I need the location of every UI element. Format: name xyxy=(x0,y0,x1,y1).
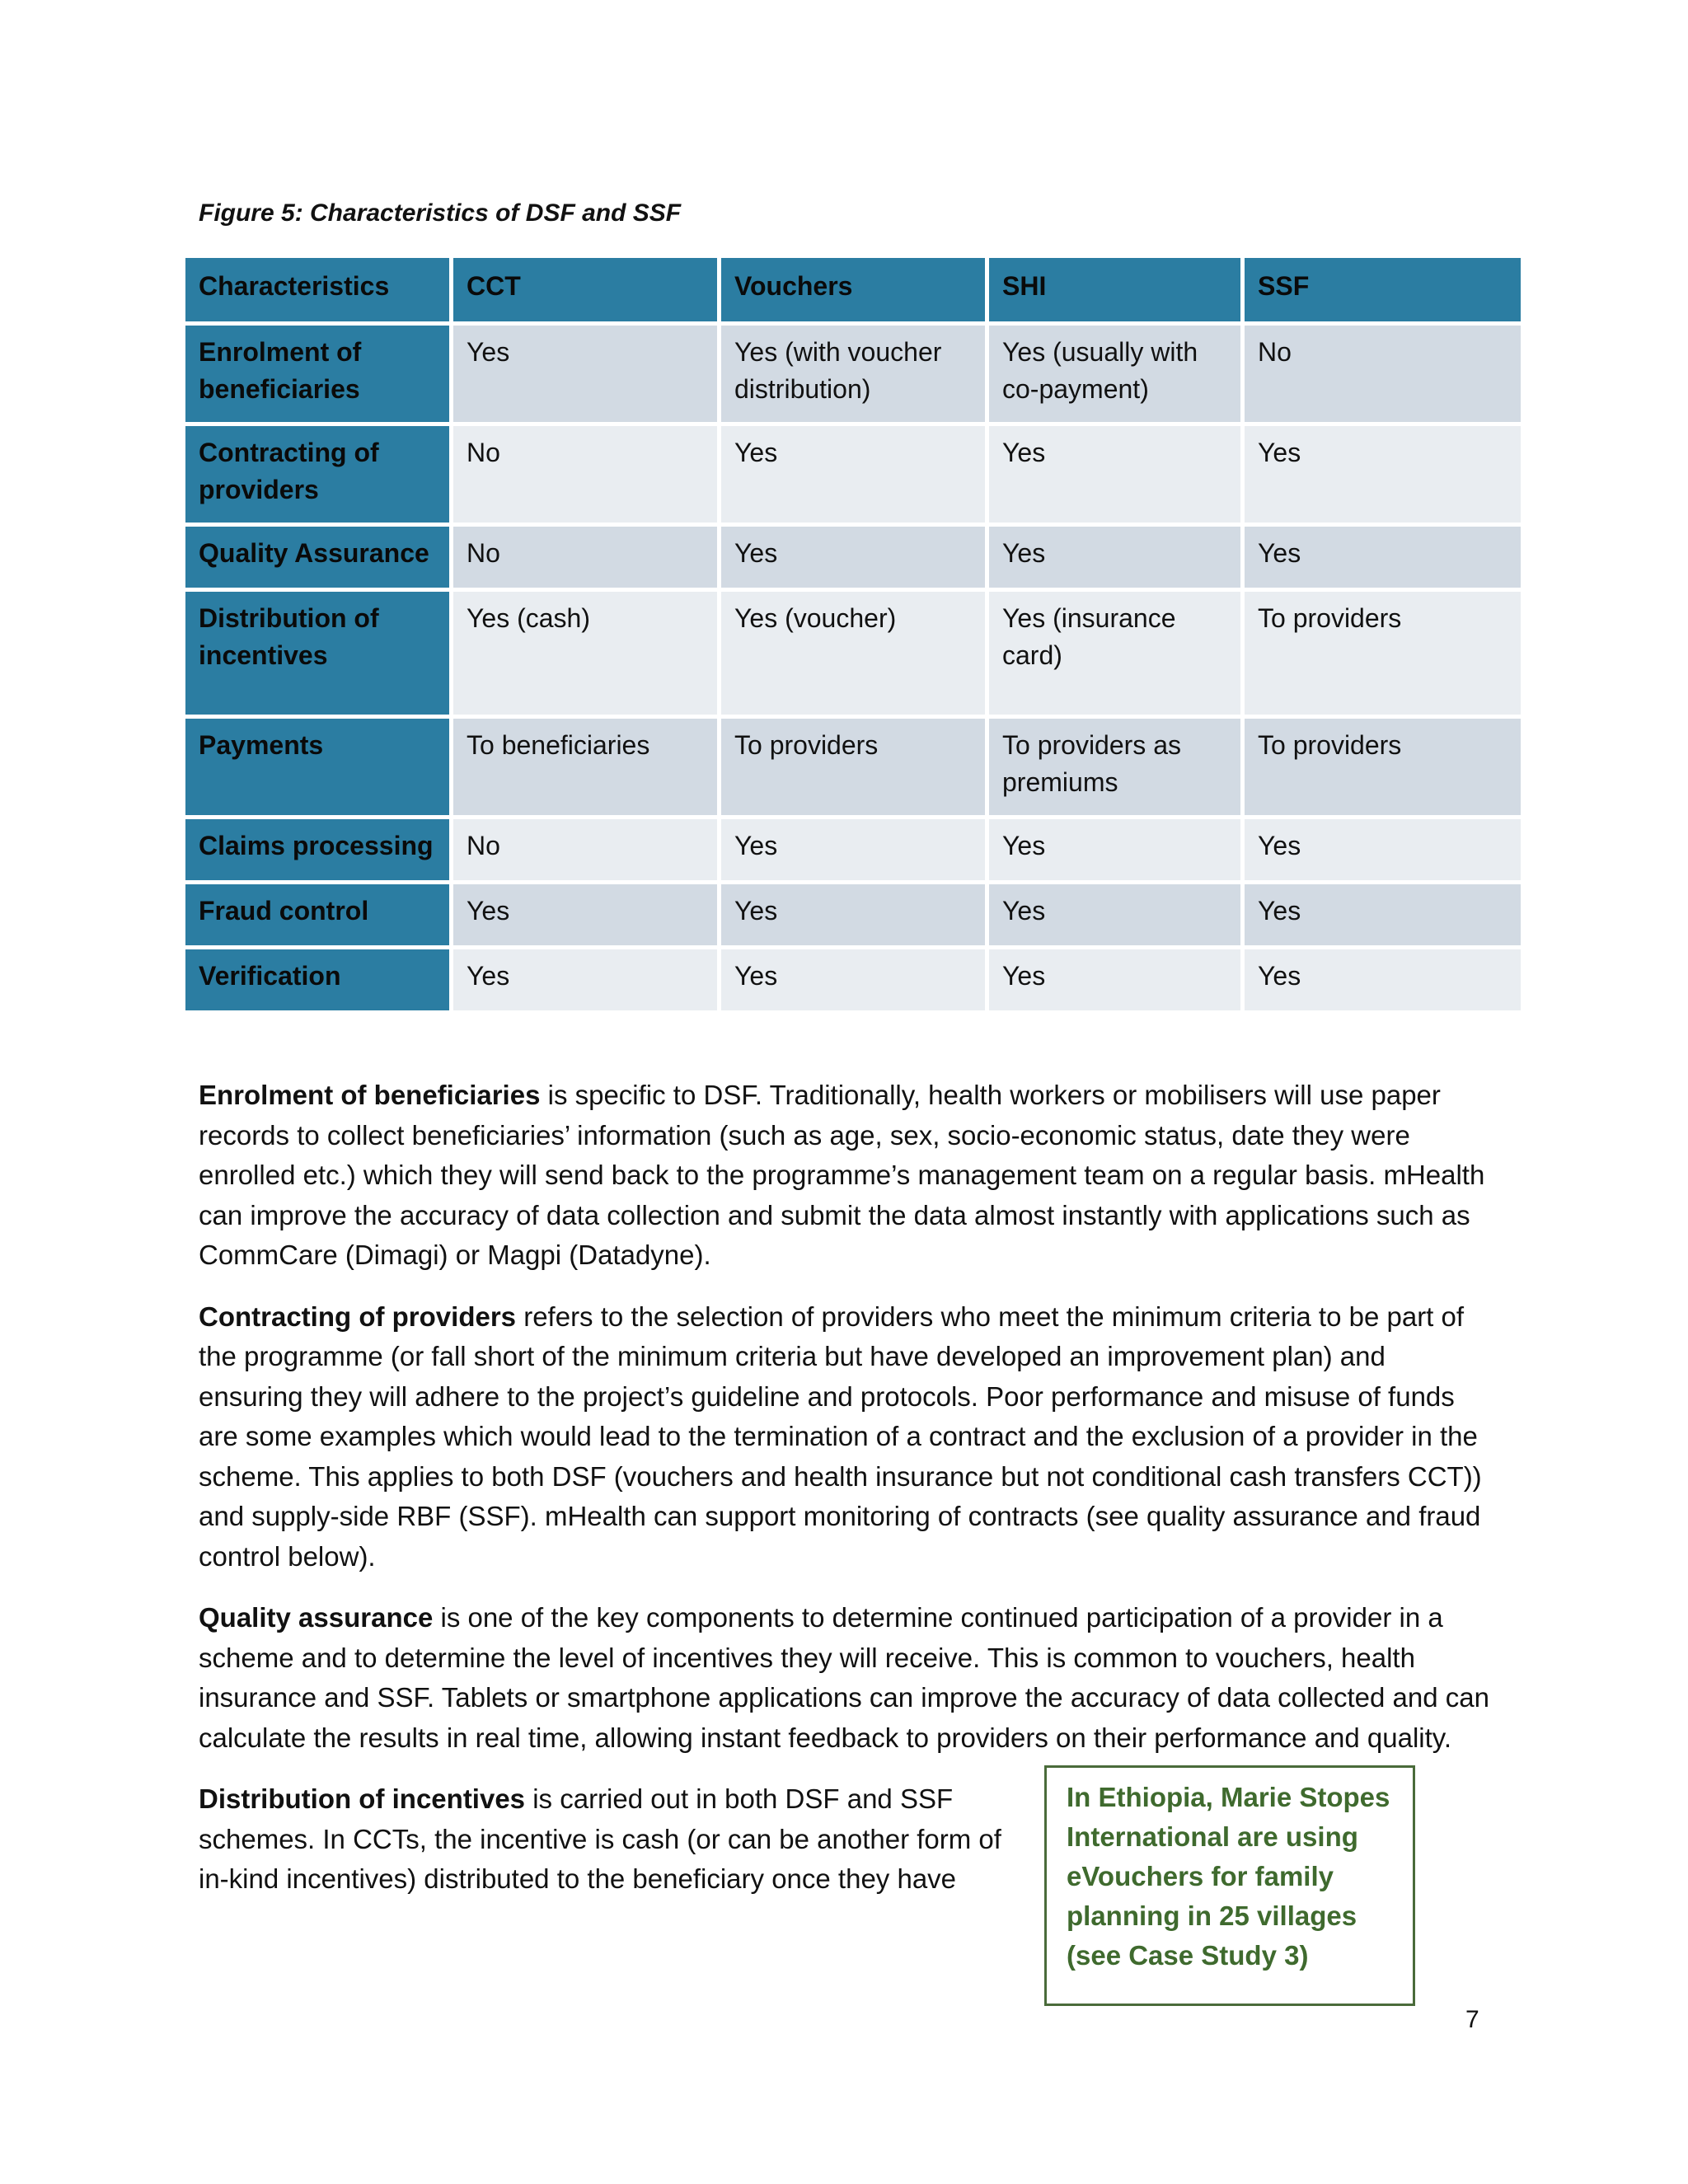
table-cell: Yes xyxy=(721,949,985,1010)
row-label: Contracting of providers xyxy=(185,426,449,523)
table-cell: No xyxy=(1245,326,1521,422)
table-row xyxy=(185,884,1521,945)
column-header-characteristics: Characteristics xyxy=(185,258,449,321)
table-row xyxy=(185,426,1521,523)
table-cell: No xyxy=(453,527,717,588)
paragraph-contracting xyxy=(199,1297,1493,1577)
table-row xyxy=(185,326,1521,422)
paragraph-lead: Contracting of providers xyxy=(199,1301,517,1332)
paragraph-text: refers to the selection of providers who meet the minimum criteria to be part of the programme (or fall short of the minimum criteria but have developed an improvement plan) and ensuring they will adhere to the project’s guideline and protocols. Poor performance and misuse of funds are some examples which would lead to the termination of a contract and the exclusion of a provider in the scheme. This applies to both DSF (vouchers and health insurance but not conditional cash transfers CCT)) and supply-side RBF (SSF). mHealth can support monitoring of contracts (see quality assurance and fraud control below). xyxy=(199,1301,1482,1572)
paragraph-distribution xyxy=(199,1779,1015,1900)
table-cell: Yes xyxy=(1245,819,1521,880)
row-label: Payments xyxy=(185,719,449,815)
table-cell: Yes xyxy=(453,326,717,422)
row-label: Verification xyxy=(185,949,449,1010)
table-cell: Yes (cash) xyxy=(453,592,717,715)
table-row xyxy=(185,819,1521,880)
case-study-callout: In Ethiopia, Marie Stopes International are using eVouchers for family planning in 25 villages (see Case Study 3) xyxy=(1044,1765,1415,2006)
table-cell: Yes xyxy=(721,426,985,523)
table-cell: To providers xyxy=(1245,719,1521,815)
paragraph-enrolment xyxy=(199,1076,1493,1276)
row-label: Distribution of incentives xyxy=(185,592,449,715)
table-cell: To providers as premiums xyxy=(989,719,1240,815)
column-header-ssf: SSF xyxy=(1245,258,1521,321)
column-header-cct: CCT xyxy=(453,258,717,321)
table-row xyxy=(185,719,1521,815)
table-row xyxy=(185,592,1521,715)
table-cell: No xyxy=(453,819,717,880)
characteristics-table xyxy=(181,254,1525,1015)
table-cell: To providers xyxy=(1245,592,1521,715)
table-cell: Yes xyxy=(721,819,985,880)
paragraph-lead: Enrolment of beneficiaries xyxy=(199,1080,541,1110)
row-label: Enrolment of beneficiaries xyxy=(185,326,449,422)
table-cell: Yes xyxy=(1245,884,1521,945)
paragraph-text: is one of the key components to determine continued participation of a provider in a scheme and to determine the level of incentives they will receive. This is common to vouchers, health insurance and SSF. Tablets or smartphone applications can improve the accuracy of data collected and can calculate the results in real time, allowing instant feedback to providers on their performance and quality. xyxy=(199,1602,1489,1753)
table-cell: Yes xyxy=(989,949,1240,1010)
paragraph-quality xyxy=(199,1598,1493,1758)
table-cell: Yes xyxy=(453,949,717,1010)
table-cell: Yes xyxy=(989,426,1240,523)
table-cell: Yes xyxy=(721,527,985,588)
row-label: Claims processing xyxy=(185,819,449,880)
paragraph-lead: Distribution of incentives xyxy=(199,1783,526,1814)
table-cell: Yes (with voucher distribution) xyxy=(721,326,985,422)
table-cell: To providers xyxy=(721,719,985,815)
paragraph-text: is specific to DSF. Traditionally, health workers or mobilisers will use paper records to collect beneficiaries’ information (such as age, sex, socio-economic status, date they were enrolled etc.) which they will send back to the programme’s management team on a regular basis. mHealth can improve the accuracy of data collection and submit the data almost instantly with applications such as CommCare (Dimagi) or Magpi (Datadyne). xyxy=(199,1080,1485,1270)
table-cell: Yes xyxy=(1245,527,1521,588)
figure-caption: Figure 5: Characteristics of DSF and SSF xyxy=(199,199,682,227)
row-label: Fraud control xyxy=(185,884,449,945)
table-row xyxy=(185,527,1521,588)
table-cell: Yes xyxy=(989,527,1240,588)
table-cell: Yes xyxy=(453,884,717,945)
table-cell: Yes xyxy=(721,884,985,945)
table-cell: Yes (usually with co-payment) xyxy=(989,326,1240,422)
row-label: Quality Assurance xyxy=(185,527,449,588)
column-header-shi: SHI xyxy=(989,258,1240,321)
table-cell: Yes xyxy=(989,819,1240,880)
table-cell: Yes xyxy=(1245,949,1521,1010)
table-cell: Yes xyxy=(989,884,1240,945)
paragraph-text: is carried out in both DSF and SSF schemes. In CCTs, the incentive is cash (or can be another form of in-kind incentives) distributed to the beneficiary once they have xyxy=(199,1783,1001,1894)
table-cell: Yes (insurance card) xyxy=(989,592,1240,715)
table-cell: Yes xyxy=(1245,426,1521,523)
table-cell: No xyxy=(453,426,717,523)
table-cell: Yes (voucher) xyxy=(721,592,985,715)
column-header-vouchers: Vouchers xyxy=(721,258,985,321)
table-header-row xyxy=(185,258,1521,321)
page-number: 7 xyxy=(1465,2006,1479,2033)
paragraph-lead: Quality assurance xyxy=(199,1602,434,1633)
table-cell: To beneficiaries xyxy=(453,719,717,815)
table-row xyxy=(185,949,1521,1010)
